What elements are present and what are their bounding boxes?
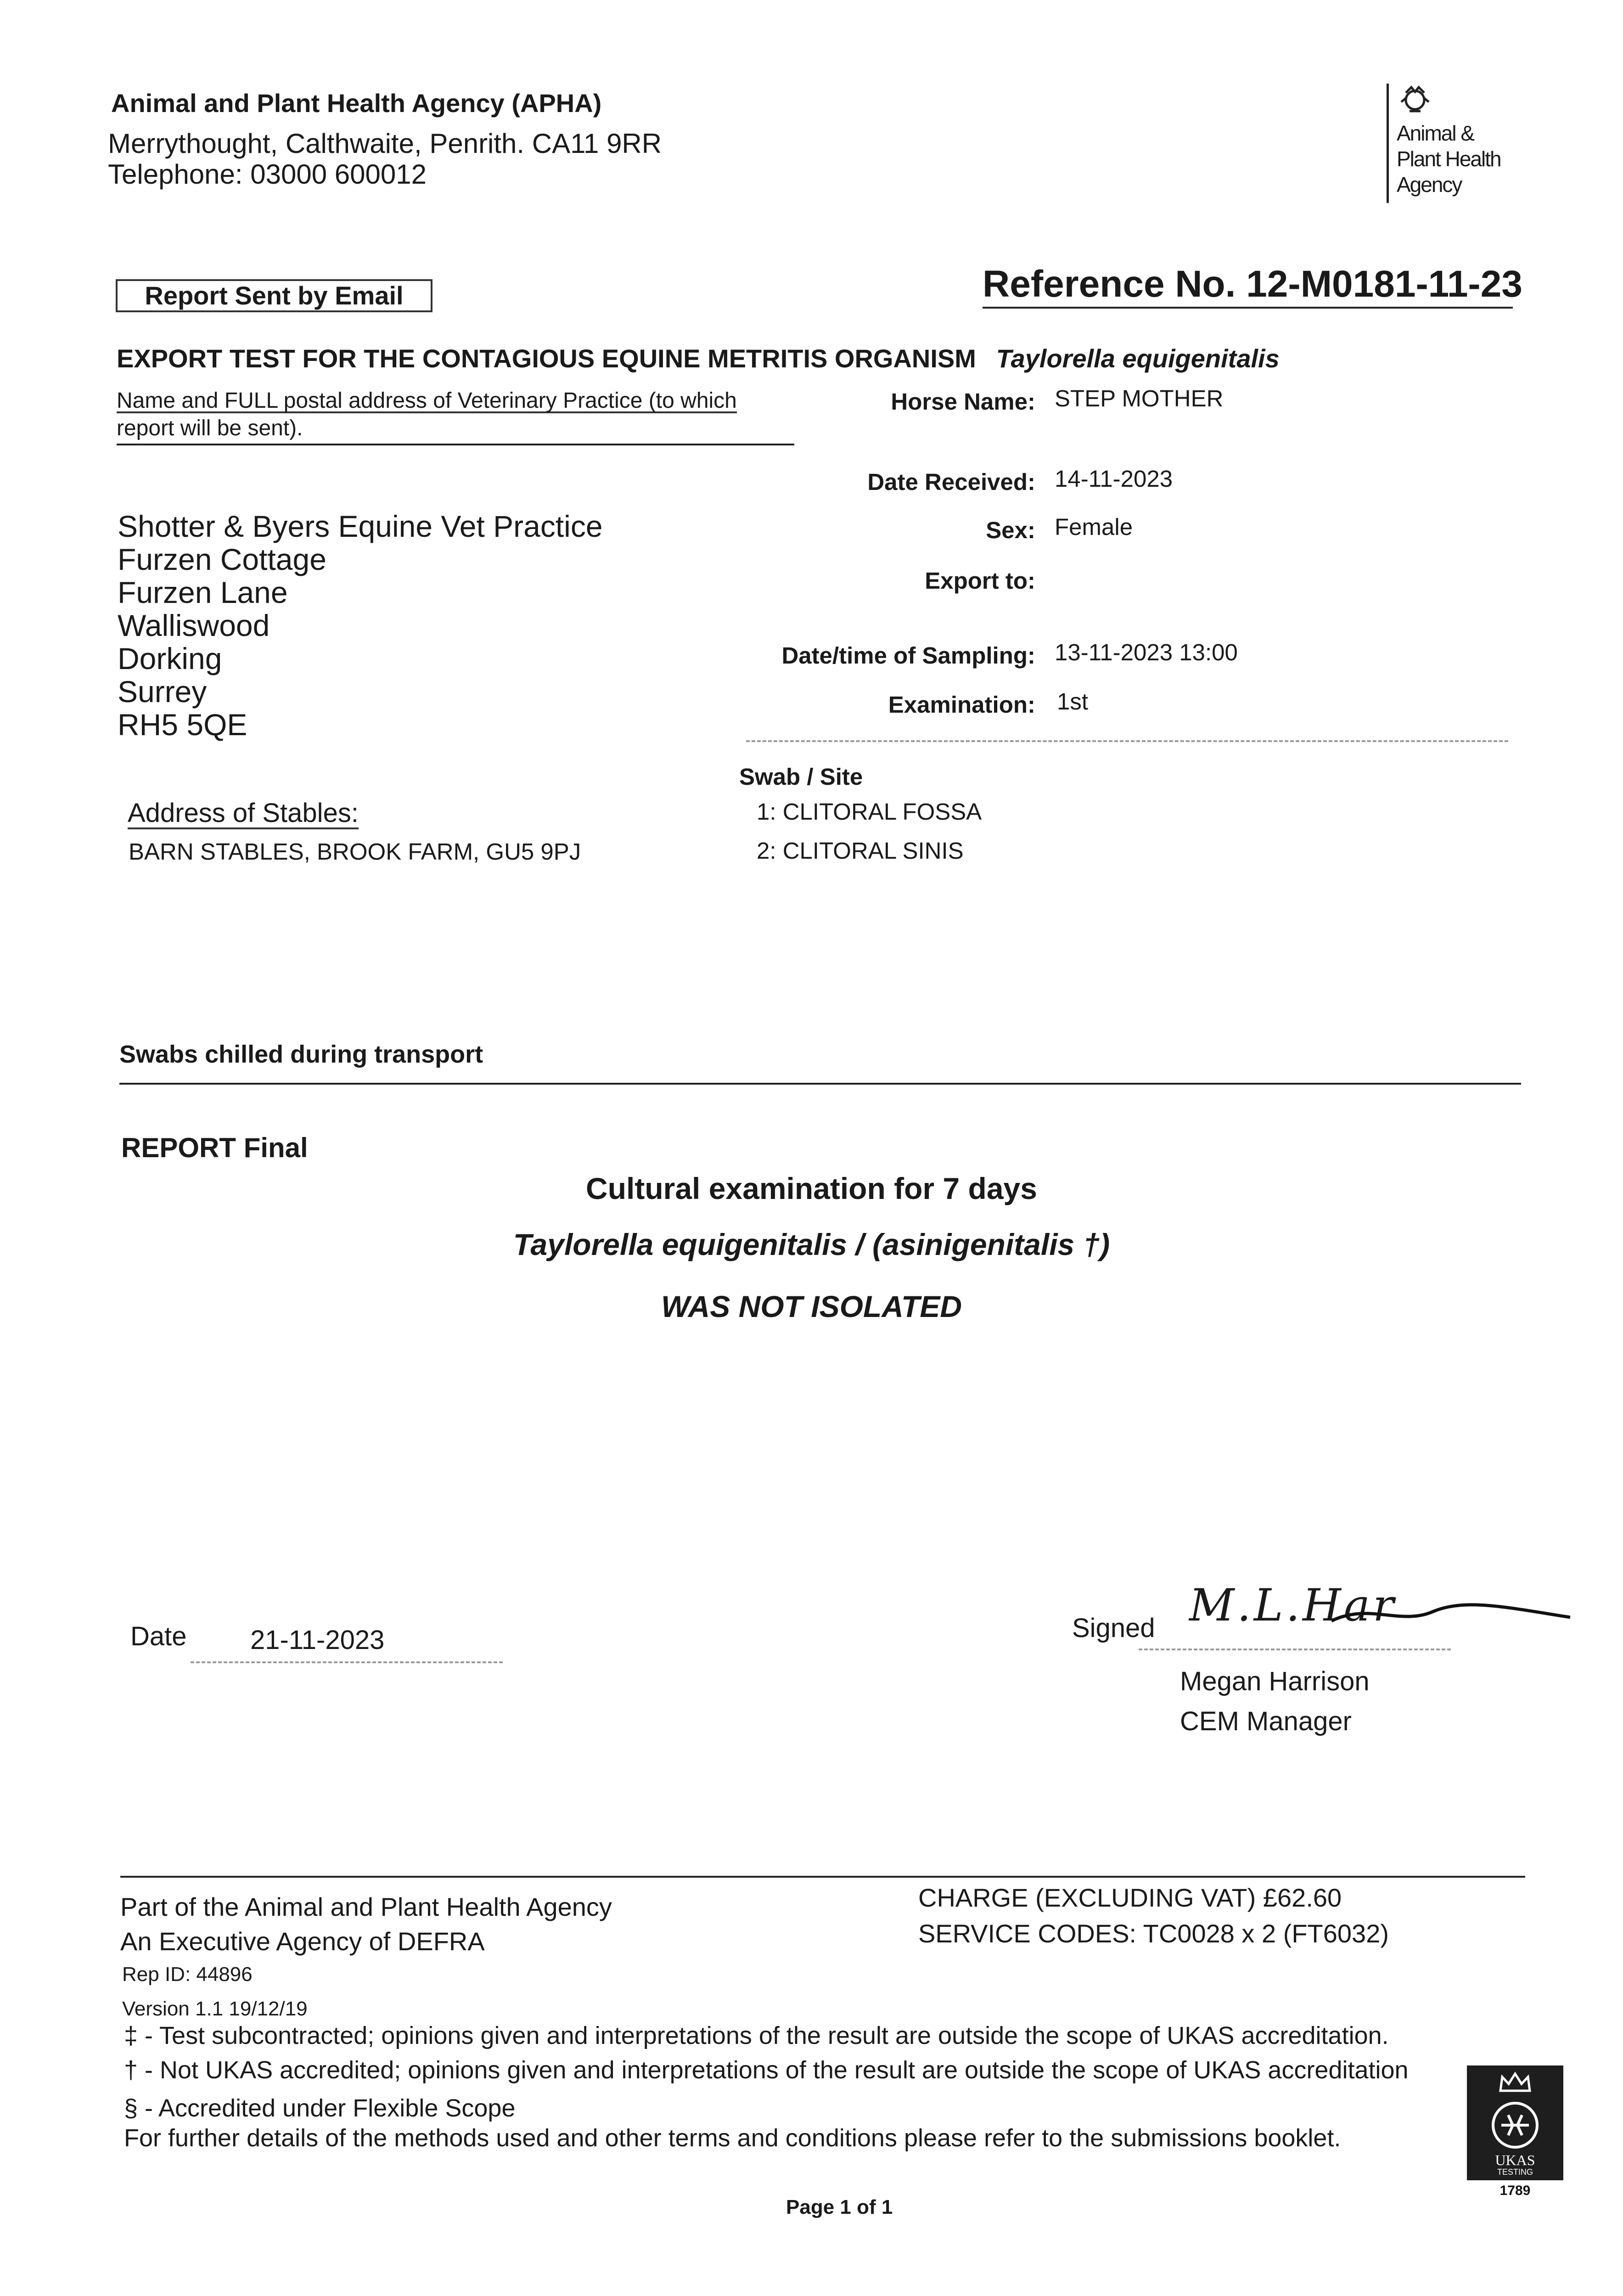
report-title	[117, 343, 1280, 373]
ukas-tick-icon	[1488, 2098, 1543, 2153]
sex-label: Sex:	[986, 517, 1035, 543]
page-number: Page 1 of 1	[786, 2196, 893, 2218]
sampling-label: Date/time of Sampling:	[781, 642, 1035, 669]
report-line-1: Cultural examination for 7 days	[586, 1171, 1037, 1205]
horse-name-label: Horse Name:	[891, 388, 1035, 415]
note-further-details: For further details of the methods used and other terms and conditions please refer to the submissions booklet.	[124, 2124, 1341, 2152]
report-line-2: Taylorella equigenitalis / (asinigenitalis †)	[513, 1227, 1110, 1261]
report-line-3: WAS NOT ISOLATED	[661, 1289, 962, 1323]
charge: CHARGE (EXCLUDING VAT) £62.60	[918, 1883, 1342, 1912]
signatory-title: CEM Manager	[1180, 1706, 1352, 1736]
ukas-crown-icon	[1497, 2070, 1533, 2095]
stables-value: BARN STABLES, BROOK FARM, GU5 9PJ	[129, 838, 581, 865]
apha-logo	[1387, 84, 1524, 208]
sex-value: Female	[1055, 514, 1133, 540]
logo-line-1: Animal &	[1397, 121, 1474, 145]
note-not-accredited: † - Not UKAS accredited; opinions given and interpretations of the result are outside the scope of UKAS accreditation	[124, 2056, 1409, 2084]
signature-line	[1139, 1649, 1451, 1650]
agency-line-1: Part of the Animal and Plant Health Agency	[120, 1892, 612, 1921]
ukas-number: 1789	[1499, 2183, 1531, 2198]
examination-value: 1st	[1057, 688, 1089, 715]
vet-practice-label-2: report will be sent).	[117, 416, 303, 440]
signatory-name: Megan Harrison	[1180, 1666, 1370, 1696]
service-codes: SERVICE CODES: TC0028 x 2 (FT6032)	[918, 1919, 1389, 1948]
examination-label: Examination:	[888, 692, 1035, 718]
reference-rule	[983, 307, 1513, 309]
signed-label: Signed	[1072, 1613, 1155, 1643]
swab-item-1: 1: CLITORAL FOSSA	[757, 799, 982, 825]
horse-name-value: STEP MOTHER	[1055, 385, 1224, 411]
address-line: Shotter & Byers Equine Vet Practice	[118, 509, 603, 543]
vet-practice-address	[118, 510, 603, 741]
swab-item-2: 2: CLITORAL SINIS	[757, 838, 964, 864]
reference-number: Reference No. 12-M0181-11-23	[983, 263, 1522, 305]
section-rule	[119, 1083, 1521, 1085]
sampling-value: 13-11-2023 13:00	[1055, 639, 1238, 665]
vet-practice-label-1: Name and FULL postal address of Veterinary Practice (to which	[117, 388, 737, 413]
export-to-label: Export to:	[925, 568, 1035, 594]
date-label: Date	[130, 1621, 187, 1651]
ukas-logo	[1467, 2065, 1563, 2199]
address-line: RH5 5QE	[118, 708, 247, 742]
org-address: Merrythought, Calthwaite, Penrith. CA11 9RR	[108, 128, 662, 159]
report-sent-box: Report Sent by Email	[116, 279, 432, 312]
version: Version 1.1 19/12/19	[122, 1998, 308, 2020]
signature-stroke	[1331, 1593, 1579, 1630]
rep-id: Rep ID: 44896	[122, 1963, 253, 1986]
org-name: Animal and Plant Health Agency (APHA)	[111, 89, 602, 118]
date-received-label: Date Received:	[867, 469, 1035, 495]
address-line: Surrey	[118, 675, 207, 709]
ukas-label: UKAS	[1495, 2152, 1535, 2168]
agency-line-2: An Executive Agency of DEFRA	[120, 1927, 485, 1956]
fields-divider	[746, 740, 1508, 742]
signature-handwriting: M.L.Har	[1189, 1580, 1397, 1631]
title-main: EXPORT TEST FOR THE CONTAGIOUS EQUINE METRITIS ORGANISM	[117, 344, 976, 373]
vet-practice-rule	[117, 444, 794, 445]
report-status: REPORT Final	[121, 1132, 308, 1163]
transport-note: Swabs chilled during transport	[119, 1041, 483, 1068]
address-line: Furzen Cottage	[118, 542, 326, 576]
logo-line-3: Agency	[1397, 173, 1462, 197]
address-line: Walliswood	[118, 608, 270, 642]
date-received-value: 14-11-2023	[1055, 466, 1173, 492]
date-line	[191, 1661, 503, 1663]
logo-line-2: Plant Health	[1397, 147, 1501, 171]
footer-rule	[120, 1876, 1525, 1878]
ukas-sub: TESTING	[1497, 2167, 1533, 2177]
address-line: Dorking	[118, 642, 222, 675]
date-value: 21-11-2023	[250, 1625, 385, 1655]
crest-icon	[1397, 84, 1433, 116]
swab-heading: Swab / Site	[739, 764, 863, 790]
title-organism: Taylorella equigenitalis	[996, 344, 1280, 373]
org-telephone: Telephone: 03000 600012	[108, 159, 427, 190]
address-line: Furzen Lane	[118, 575, 288, 609]
note-flexible-scope: § - Accredited under Flexible Scope	[124, 2094, 516, 2122]
note-subcontracted: ‡ - Test subcontracted; opinions given and interpretations of the result are outside the scope of UKAS accreditation.	[124, 2022, 1389, 2049]
stables-label: Address of Stables:	[128, 799, 359, 829]
